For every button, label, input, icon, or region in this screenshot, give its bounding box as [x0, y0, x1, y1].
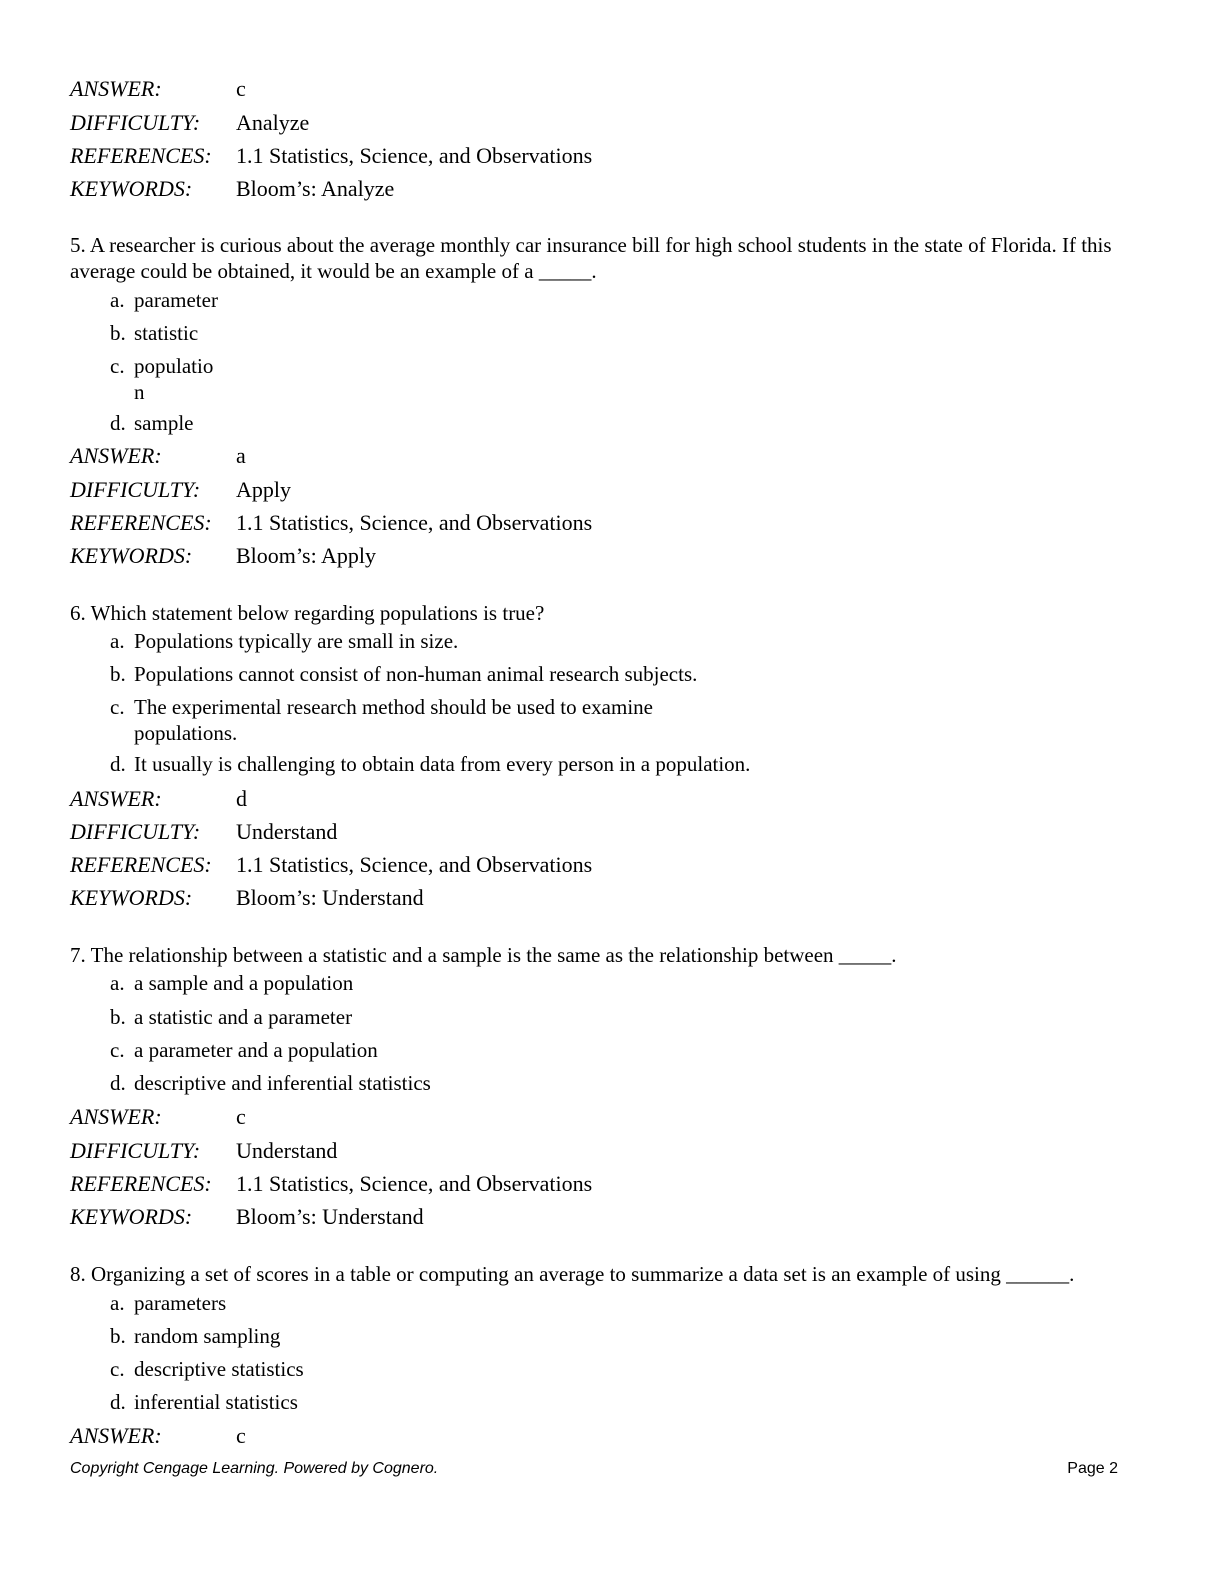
- q4-keywords-row: [70, 176, 394, 202]
- answer-value: c: [236, 76, 246, 101]
- answer-label: ANSWER:: [70, 443, 162, 468]
- q6-references-row: [70, 852, 592, 878]
- option-text: random sampling: [134, 1324, 281, 1348]
- answer-label: ANSWER:: [70, 76, 162, 101]
- difficulty-label: DIFFICULTY:: [70, 110, 201, 135]
- option-letter: c.: [110, 1357, 125, 1381]
- q7-option-a: [110, 970, 353, 996]
- q6-option-b: [110, 661, 697, 687]
- difficulty-value: Analyze: [236, 110, 310, 135]
- q5-answer-row: [70, 443, 246, 469]
- question-8-stem: 8. Organizing a set of scores in a table or computing an average to summarize a data set is an example of using ______.: [70, 1262, 1075, 1286]
- option-letter: c.: [110, 1038, 125, 1062]
- q8-option-c: [110, 1356, 304, 1382]
- footer-page-number: Page 2: [1067, 1460, 1118, 1477]
- difficulty-value: Understand: [236, 1138, 338, 1163]
- q6-difficulty-row: [70, 819, 337, 845]
- keywords-label: KEYWORDS:: [70, 176, 193, 201]
- references-label: REFERENCES:: [70, 510, 212, 535]
- q4-answer-row: [70, 76, 246, 102]
- option-letter: c.: [110, 354, 125, 378]
- option-text: parameter: [134, 288, 218, 312]
- option-text: population: [134, 354, 214, 404]
- difficulty-value: Apply: [236, 477, 291, 502]
- q8-answer-row: [70, 1423, 246, 1449]
- q5-option-c: [110, 353, 220, 405]
- q5-references-row: [70, 510, 592, 536]
- difficulty-label: DIFFICULTY:: [70, 819, 201, 844]
- q7-keywords-row: [70, 1204, 424, 1230]
- option-text: a statistic and a parameter: [134, 1005, 353, 1029]
- q8-option-b: [110, 1323, 280, 1349]
- option-letter: b.: [110, 1324, 126, 1348]
- answer-value: d: [236, 786, 247, 811]
- option-text: a parameter and a population: [134, 1038, 378, 1062]
- references-value: 1.1 Statistics, Science, and Observations: [236, 1171, 593, 1196]
- option-letter: c.: [110, 695, 125, 719]
- q7-option-c: [110, 1037, 378, 1063]
- keywords-value: Bloom’s: Analyze: [236, 176, 395, 201]
- option-letter: d.: [110, 411, 126, 435]
- option-text: inferential statistics: [134, 1390, 298, 1414]
- keywords-value: Bloom’s: Apply: [236, 543, 376, 568]
- references-label: REFERENCES:: [70, 143, 212, 168]
- option-letter: b.: [110, 321, 126, 345]
- references-value: 1.1 Statistics, Science, and Observations: [236, 143, 593, 168]
- q5-option-d: [110, 410, 193, 436]
- keywords-value: Bloom’s: Understand: [236, 885, 424, 910]
- references-label: REFERENCES:: [70, 1171, 212, 1196]
- q6-keywords-row: [70, 885, 424, 911]
- option-text: It usually is challenging to obtain data from every person in a population.: [134, 752, 751, 776]
- option-text: The experimental research method should be used to examine populations.: [134, 695, 653, 745]
- answer-value: c: [236, 1423, 246, 1448]
- answer-label: ANSWER:: [70, 1104, 162, 1129]
- keywords-label: KEYWORDS:: [70, 543, 193, 568]
- option-text: sample: [134, 411, 194, 435]
- q6-option-d: [110, 751, 750, 777]
- q5-difficulty-row: [70, 477, 291, 503]
- option-text: parameters: [134, 1291, 227, 1315]
- answer-label: ANSWER:: [70, 1423, 162, 1448]
- option-letter: b.: [110, 1005, 126, 1029]
- answer-value: c: [236, 1104, 246, 1129]
- option-letter: a.: [110, 288, 125, 312]
- question-7-stem: 7. The relationship between a statistic and a sample is the same as the relationship between _____.: [70, 943, 897, 967]
- difficulty-label: DIFFICULTY:: [70, 1138, 201, 1163]
- q4-references-row: [70, 143, 592, 169]
- answer-value: a: [236, 443, 246, 468]
- option-letter: d.: [110, 1390, 126, 1414]
- option-text: descriptive and inferential statistics: [134, 1071, 431, 1095]
- q7-answer-row: [70, 1104, 246, 1130]
- option-letter: d.: [110, 752, 126, 776]
- q5-option-b: [110, 320, 198, 346]
- q5-keywords-row: [70, 543, 376, 569]
- references-value: 1.1 Statistics, Science, and Observations: [236, 852, 593, 877]
- q6-option-c: [110, 694, 694, 746]
- q7-option-d: [110, 1070, 431, 1096]
- q5-option-a: [110, 287, 218, 313]
- keywords-label: KEYWORDS:: [70, 885, 193, 910]
- question-5-stem: 5. A researcher is curious about the average monthly car insurance bill for high school students in the state of Florida. If this average could be obtained, it would be an example of a _____.: [70, 233, 1112, 283]
- q6-option-a: [110, 628, 458, 654]
- difficulty-value: Understand: [236, 819, 338, 844]
- q4-difficulty-row: [70, 110, 309, 136]
- references-label: REFERENCES:: [70, 852, 212, 877]
- q7-references-row: [70, 1171, 592, 1197]
- option-letter: a.: [110, 1291, 125, 1315]
- keywords-label: KEYWORDS:: [70, 1204, 193, 1229]
- difficulty-label: DIFFICULTY:: [70, 477, 201, 502]
- option-letter: a.: [110, 971, 125, 995]
- question-6-stem: 6. Which statement below regarding populations is true?: [70, 601, 545, 625]
- q8-option-a: [110, 1290, 226, 1316]
- keywords-value: Bloom’s: Understand: [236, 1204, 424, 1229]
- option-text: Populations typically are small in size.: [134, 629, 459, 653]
- q6-answer-row: [70, 786, 247, 812]
- option-text: Populations cannot consist of non-human animal research subjects.: [134, 662, 698, 686]
- option-letter: d.: [110, 1071, 126, 1095]
- footer-copyright: Copyright Cengage Learning. Powered by Cognero.: [70, 1460, 439, 1477]
- q7-option-b: [110, 1004, 352, 1030]
- q8-option-d: [110, 1389, 298, 1415]
- option-text: descriptive statistics: [134, 1357, 304, 1381]
- option-text: a sample and a population: [134, 971, 354, 995]
- references-value: 1.1 Statistics, Science, and Observations: [236, 510, 593, 535]
- answer-label: ANSWER:: [70, 786, 162, 811]
- q7-difficulty-row: [70, 1138, 337, 1164]
- option-letter: a.: [110, 629, 125, 653]
- option-text: statistic: [134, 321, 199, 345]
- option-letter: b.: [110, 662, 126, 686]
